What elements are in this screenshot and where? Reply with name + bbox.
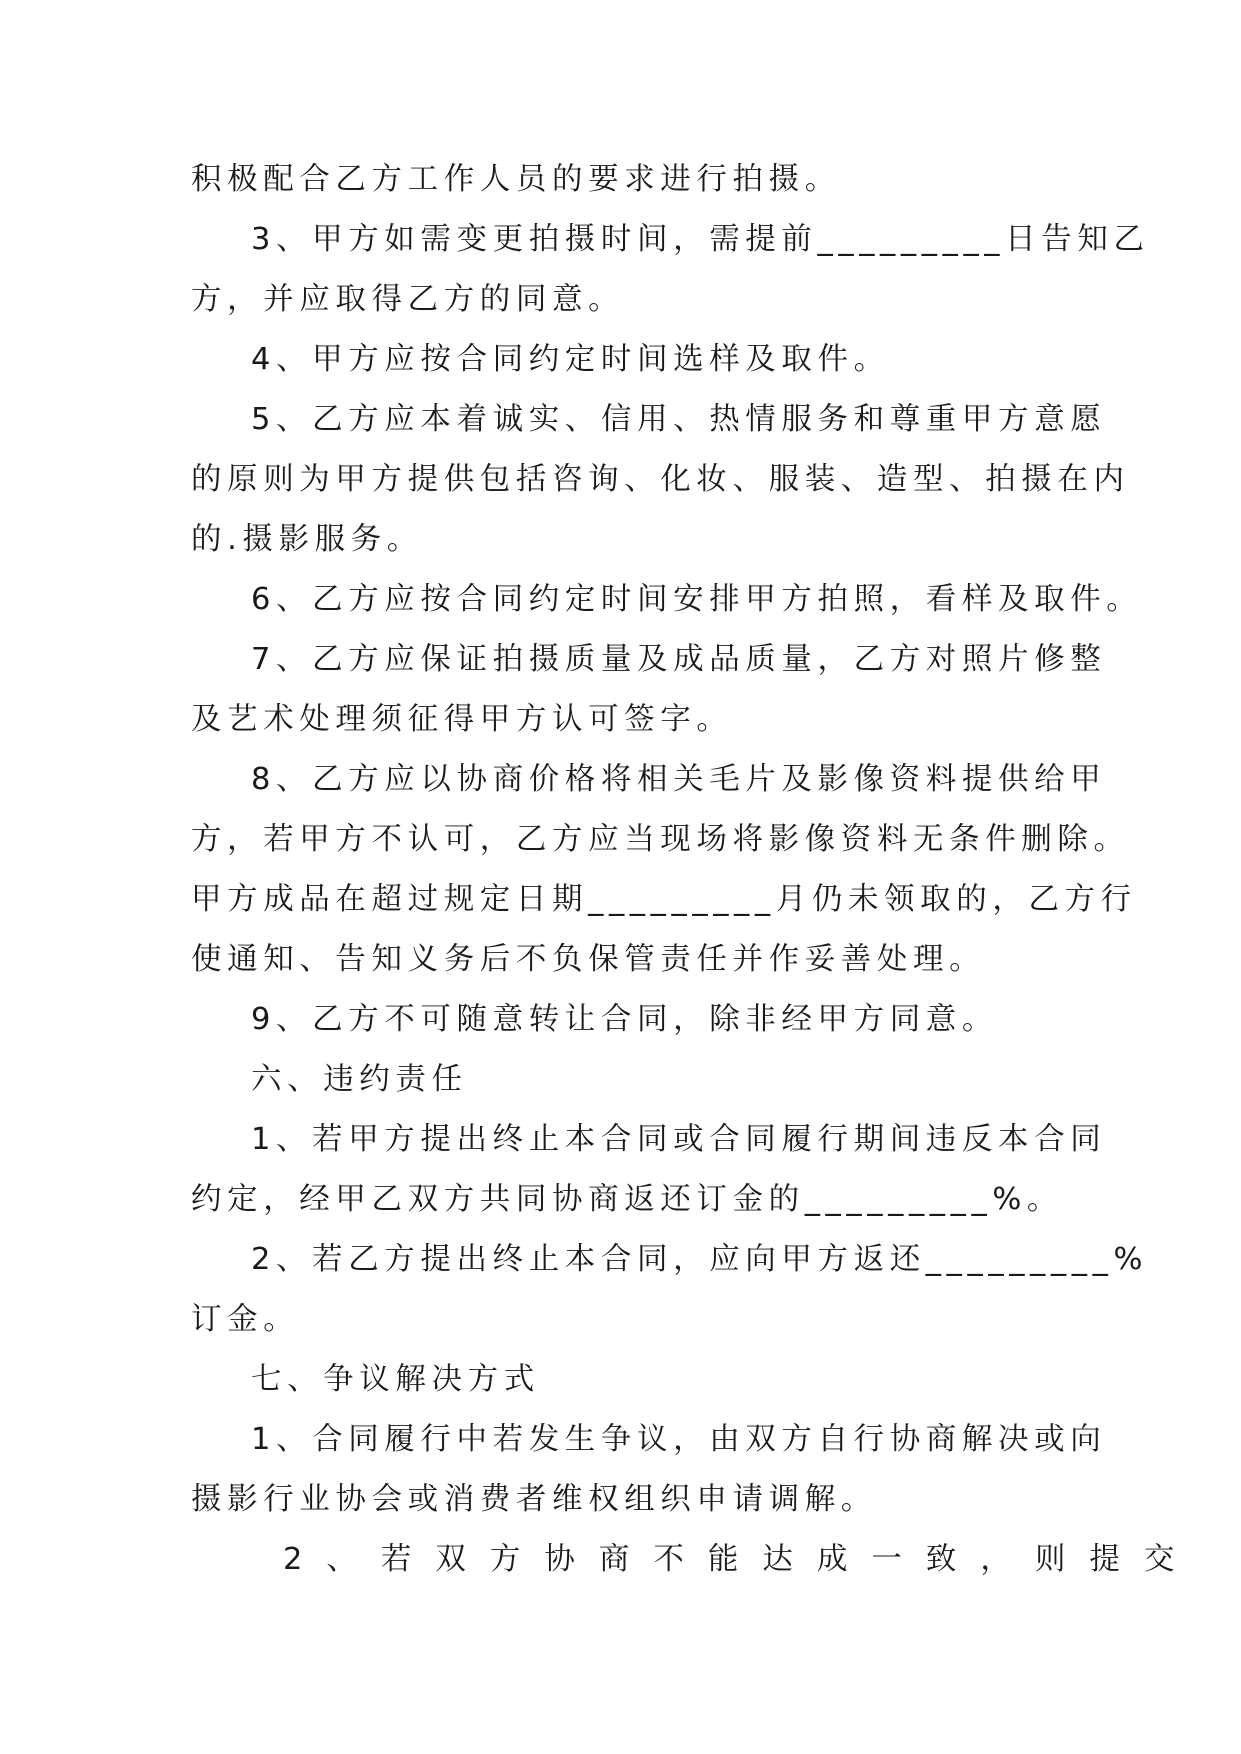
dispute-clause-2: 2、若双方协商不能达成一致，则提交 bbox=[283, 1542, 1199, 1577]
text-line: 摄影行业协会或消费者维权组织申请调解。 bbox=[191, 1482, 877, 1517]
text-line: 约定，经甲乙双方共同协商返还订金的_________%。 bbox=[191, 1182, 1064, 1217]
text-line: 方，若甲方不认可，乙方应当现场将影像资料无条件删除。 bbox=[191, 822, 1130, 857]
clause-8: 8、乙方应以协商价格将相关毛片及影像资料提供给甲 bbox=[251, 762, 1107, 797]
breach-clause-1: 1、若甲方提出终止本合同或合同履行期间违反本合同 bbox=[251, 1122, 1107, 1157]
section-heading-dispute: 七、争议解决方式 bbox=[251, 1362, 540, 1397]
clause-7: 7、乙方应保证拍摄质量及成品质量，乙方对照片修整 bbox=[251, 642, 1107, 677]
clause-3: 3、甲方如需变更拍摄时间，需提前_________日告知乙 bbox=[251, 222, 1150, 257]
contract-text bbox=[191, 150, 1199, 1590]
text-line: 订金。 bbox=[191, 1302, 300, 1337]
section-heading-breach: 六、违约责任 bbox=[251, 1062, 468, 1097]
clause-5: 5、乙方应本着诚实、信用、热情服务和尊重甲方意愿 bbox=[251, 402, 1107, 437]
clause-6: 6、乙方应按合同约定时间安排甲方拍照，看样及取件。 bbox=[251, 582, 1143, 617]
text-line: 及艺术处理须征得甲方认可签字。 bbox=[191, 702, 733, 737]
clause-9: 9、乙方不可随意转让合同，除非经甲方同意。 bbox=[251, 1002, 999, 1037]
text-line: 的原则为甲方提供包括咨询、化妆、服装、造型、拍摄在内 bbox=[191, 462, 1130, 497]
text-line: 甲方成品在超过规定日期_________月仍未领取的，乙方行 bbox=[191, 882, 1137, 917]
text-line: 的.摄影服务。 bbox=[191, 522, 423, 557]
breach-clause-2: 2、若乙方提出终止本合同，应向甲方返还_________% bbox=[251, 1242, 1149, 1277]
text-line: 方，并应取得乙方的同意。 bbox=[191, 282, 625, 317]
clause-4: 4、甲方应按合同约定时间选样及取件。 bbox=[251, 342, 890, 377]
dispute-clause-1: 1、合同履行中若发生争议，由双方自行协商解决或向 bbox=[251, 1422, 1107, 1457]
text-line: 使通知、告知义务后不负保管责任并作妥善处理。 bbox=[191, 942, 986, 977]
text-line: 积极配合乙方工作人员的要求进行拍摄。 bbox=[191, 162, 841, 197]
